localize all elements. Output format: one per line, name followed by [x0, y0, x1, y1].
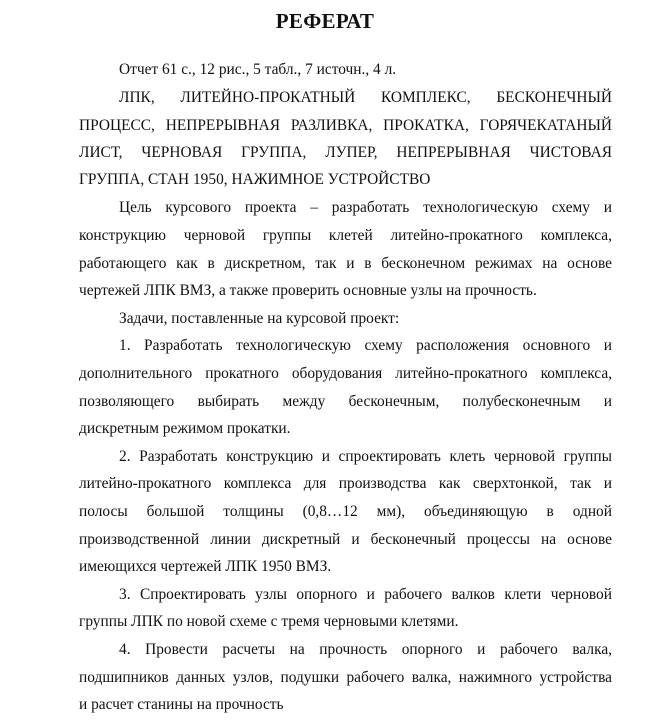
tasks-heading-line: Задачи, поставленные на курсовой проект: — [119, 310, 400, 327]
keywords-line: ГРУППА, СТАН 1950, НАЖИМНОЕ УСТРОЙСТВО — [79, 171, 431, 188]
task-4-line: и расчет станины на прочность — [79, 696, 284, 713]
task-1-line: дискретным режимом прокатки. — [79, 420, 291, 437]
task-1-line: 1. Разработать технологическую схему расположения основного и — [119, 337, 612, 354]
report-summary-line: Отчет 61 с., 12 рис., 5 табл., 7 источн., 4 л. — [119, 61, 397, 78]
keywords-line: ПРОЦЕСС, НЕПРЕРЫВНАЯ РАЗЛИВКА, ПРОКАТКА, ГОРЯЧЕКАТАНЫЙ — [79, 117, 612, 134]
task-2-line: имеющихся чертежей ЛПК 1950 ВМЗ. — [79, 558, 332, 575]
task-1-line: дополнительного прокатного оборудования литейно-прокатного комплекса, — [79, 365, 612, 382]
task-2-line: литейно-прокатного комплекса для производства как сверхтонкой, так и — [79, 475, 612, 492]
goal-paragraph-line: конструкцию черновой группы клетей литейно-прокатного комплекса, — [79, 227, 612, 244]
page-title: РЕФЕРАТ — [275, 9, 375, 33]
keywords-line: ЛИСТ, ЧЕРНОВАЯ ГРУППА, ЛУПЕР, НЕПРЕРЫВНАЯ ЧИСТОВАЯ — [79, 144, 612, 161]
task-3-line: группы ЛПК по новой схеме с тремя черновыми клетями. — [79, 613, 459, 630]
goal-paragraph-line: чертежей ЛПК ВМЗ, а также проверить основные узлы на прочность. — [79, 282, 537, 299]
goal-paragraph-line: работающего как в дискретном, так и в бесконечном режимах на основе — [79, 255, 612, 272]
task-4-line: 4. Провести расчеты на прочность опорного и рабочего валка, — [119, 641, 612, 658]
task-3-line: 3. Спроектировать узлы опорного и рабочего валков клети черновой — [119, 586, 612, 603]
task-2-line: 2. Разработать конструкцию и спроектировать клеть черновой группы — [119, 448, 612, 465]
task-1-line: позволяющего выбирать между бесконечным, полубесконечным и — [79, 393, 612, 410]
task-2-line: производственной линии дискретный и бесконечный процессы на основе — [79, 531, 612, 548]
task-2-line: полосы большой толщины (0,8…12 мм), объединяющую в одной — [79, 503, 612, 520]
goal-paragraph-line: Цель курсового проекта – разработать технологическую схему и — [119, 199, 612, 216]
keywords-line: ЛПК, ЛИТЕЙНО-ПРОКАТНЫЙ КОМПЛЕКС, БЕСКОНЕЧНЫЙ — [119, 89, 612, 106]
task-4-line: подшипников данных узлов, подушки рабочего валка, нажимного устройства — [79, 669, 612, 686]
